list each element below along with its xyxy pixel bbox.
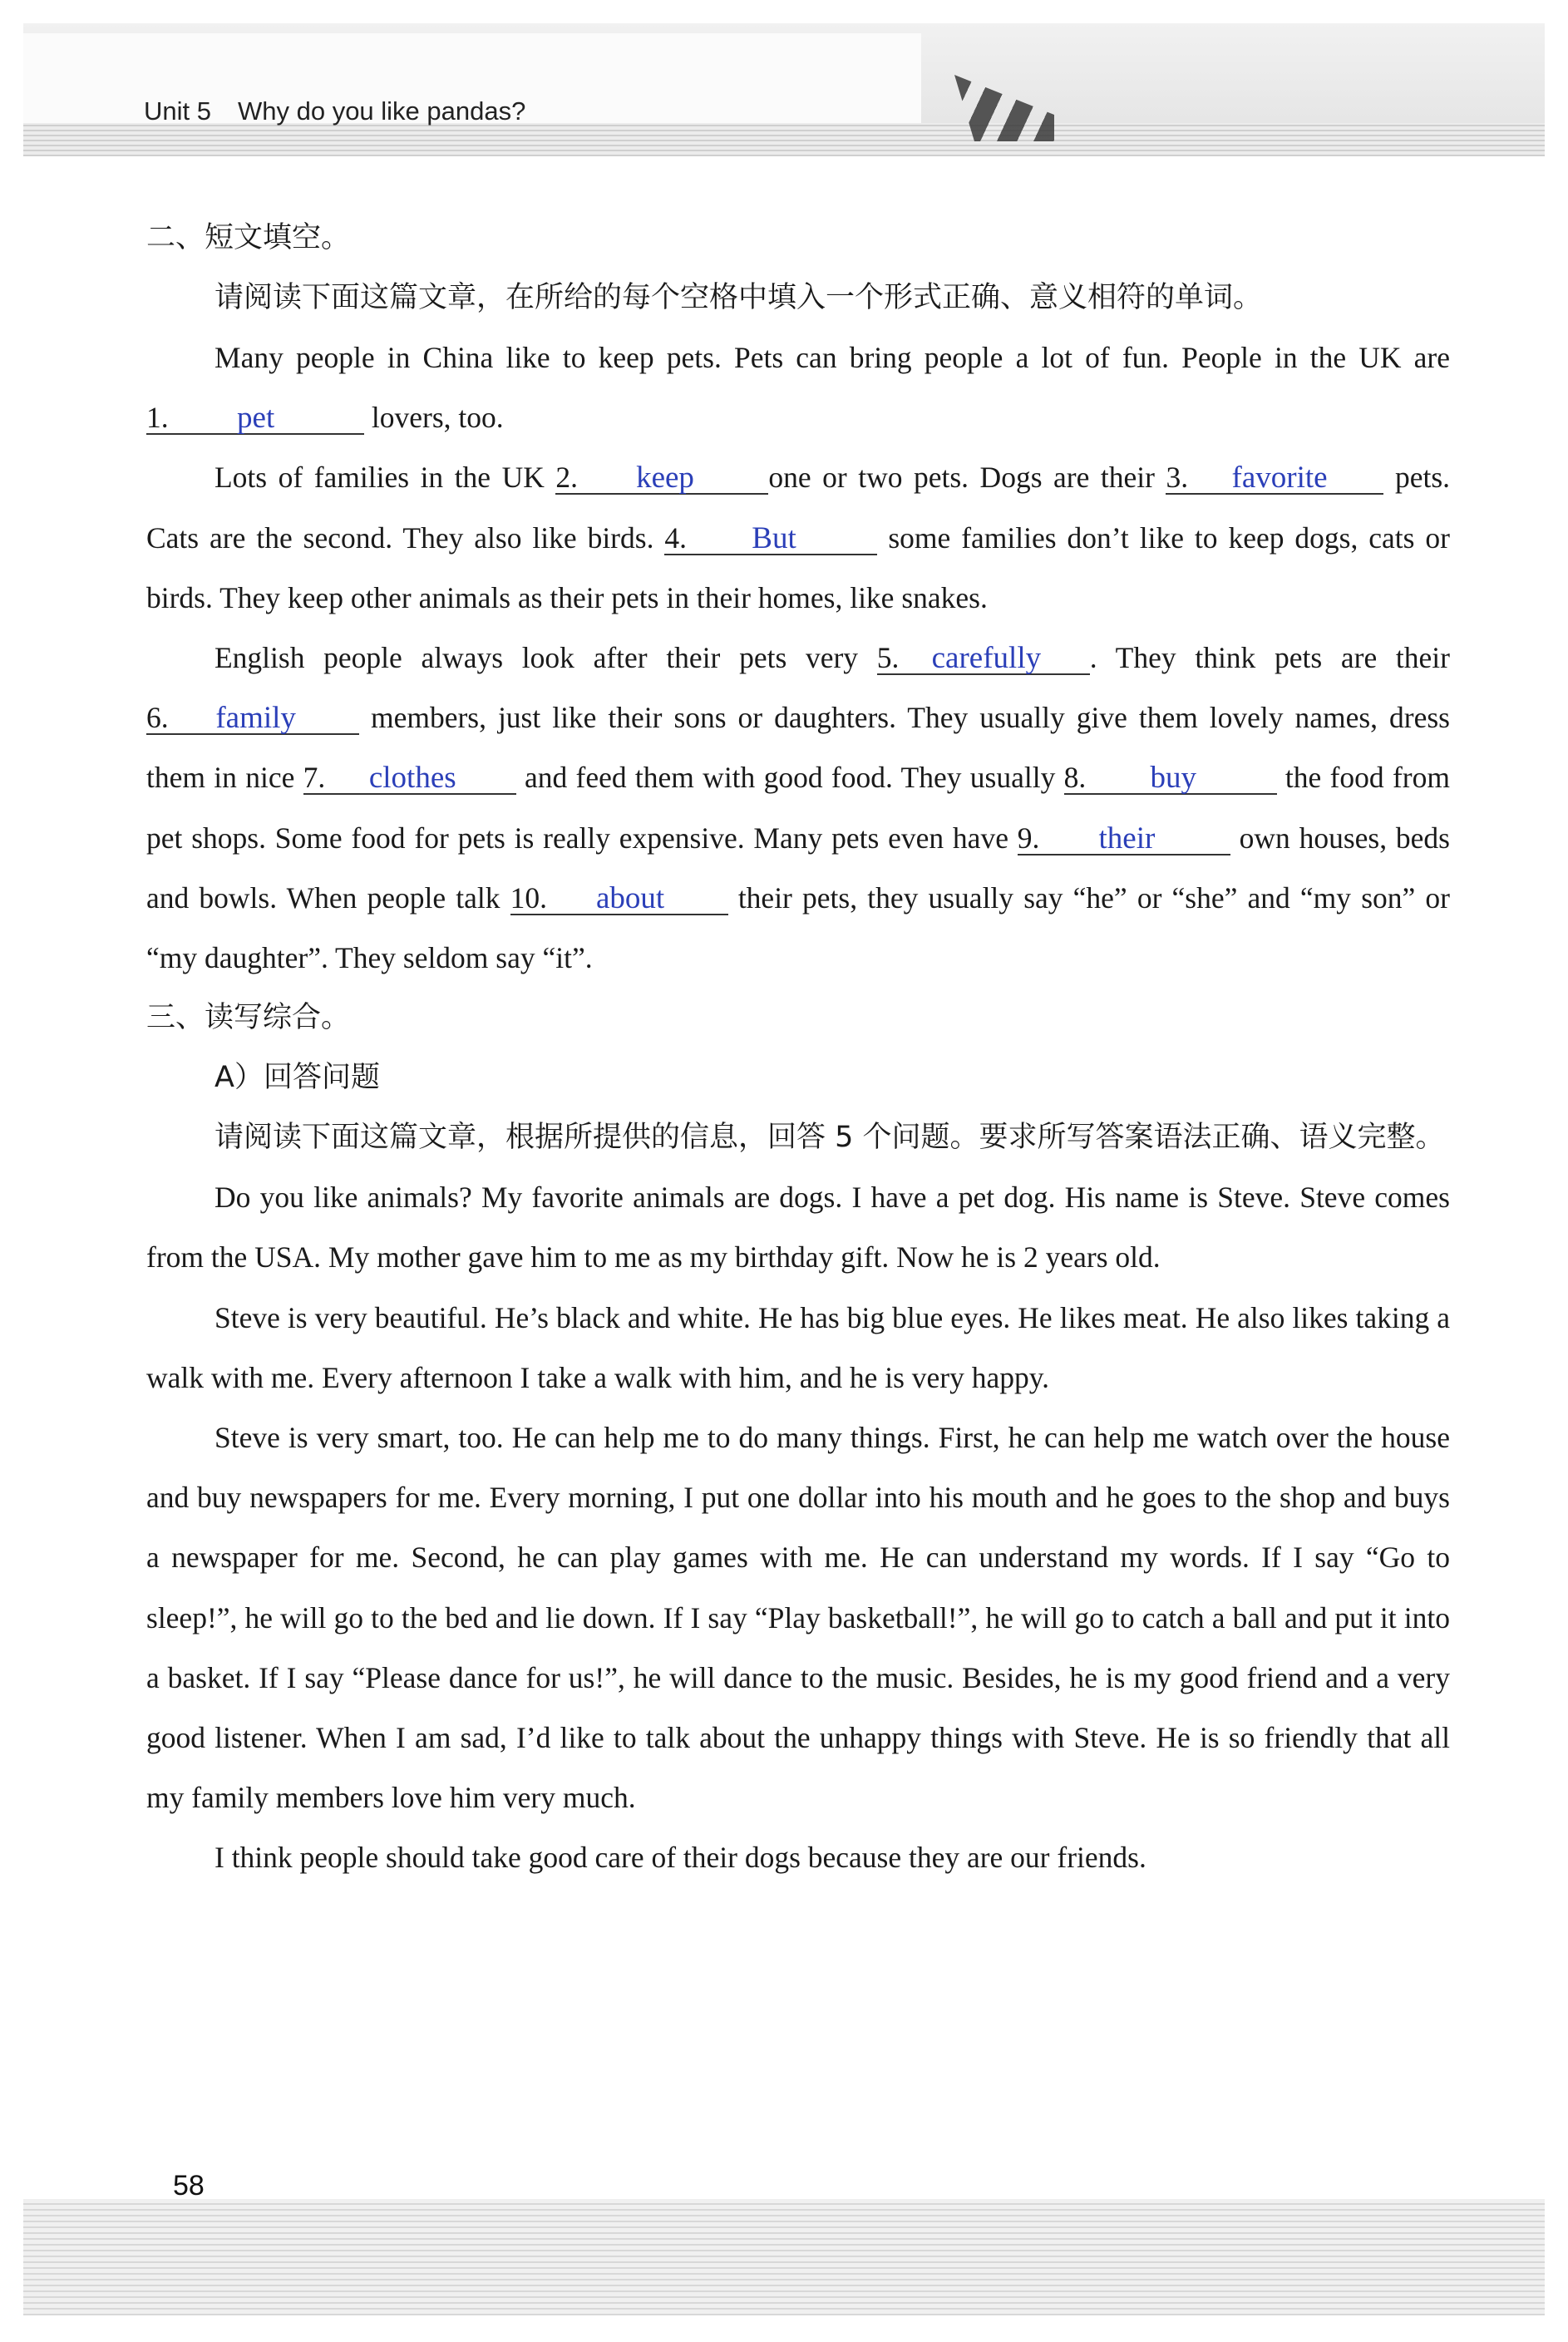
blank-3[interactable] [1166, 462, 1383, 495]
blank-answer: buy [1150, 761, 1196, 796]
blank-number: 3. [1166, 461, 1189, 495]
text-run: and feed them with good food. They usually [515, 761, 1064, 795]
text-run: one or two pets. Dogs are their [768, 461, 1166, 495]
text-run: lovers, too. [364, 401, 504, 435]
blank-4[interactable] [664, 520, 877, 555]
blank-9[interactable] [1018, 823, 1230, 855]
blank-number: 2. [555, 461, 578, 495]
header-stripes [23, 123, 1545, 156]
text-run: their pets, they usually say “he” or “she” and “my son” or “my daughter”. They seldom say “it”. [146, 880, 1450, 975]
blank-answer: about [595, 880, 665, 915]
page-number: 58 [173, 2170, 205, 2201]
blank-6[interactable] [146, 703, 359, 735]
text-run: Lots of families in the UK [214, 461, 556, 495]
blank-number: 7. [303, 761, 326, 795]
blank-answer: clothes [368, 761, 456, 796]
blank-number: 5. [876, 641, 900, 675]
cloze-paragraph-3 [146, 628, 1450, 988]
text-run: pets. Cats are the second. They also like birds. [146, 461, 1451, 555]
blank-number: 4. [664, 520, 688, 555]
blank-answer: keep [636, 461, 694, 496]
text-run: . They think pets are their [1089, 641, 1450, 675]
blank-number: 10. [510, 880, 548, 915]
reading-paragraph-1: Do you like animals? My favorite animals are dogs. I have a pet dog. His name is Steve. Steve comes from the USA. My mother gave him to me as my birthday gift. Now he is 2 years old. [146, 1181, 1450, 1275]
reading-paragraph-2: Steve is very beautiful. He’s black and white. He has big blue eyes. He likes meat. He also likes taking a walk with me. Every afternoon I take a walk with him, and he is very happy. [146, 1300, 1450, 1394]
page-footer-stripes [23, 2199, 1545, 2315]
cloze-paragraph-2 [146, 447, 1450, 628]
text-run: some families don’t like to keep dogs, cats or birds. They keep other animals as their pets in their homes, like snakes. [146, 520, 1450, 614]
blank-8[interactable] [1064, 762, 1277, 795]
page-content [146, 208, 1450, 1888]
blank-answer: But [752, 520, 796, 555]
reading-paragraph-4: I think people should take good care of their dogs because they are our friends. [214, 1841, 1146, 1875]
unit-label: Unit 5 [144, 96, 211, 126]
section3-subheading: A）回答问题 [214, 1061, 380, 1095]
blank-number: 6. [146, 701, 169, 735]
text-run: Many people in China like to keep pets. Pets can bring people a lot of fun. People in the UK are [214, 341, 1450, 374]
section3-instruction: 请阅读下面这篇文章，根据所提供的信息，回答 5 个问题。要求所写答案语法正确、语义完整。 [214, 1121, 1445, 1155]
blank-answer: their [1098, 821, 1156, 855]
blank-answer: favorite [1231, 461, 1328, 496]
text-run: English people always look after their pets very [214, 641, 877, 675]
text-run: the food from pet shops. Some food for pets is really expensive. Many pets even have [146, 761, 1450, 855]
header-title [144, 96, 525, 126]
unit-title: Why do you like pandas? [237, 96, 526, 126]
text-run: members, just like their sons or daughters. They usually give them lovely names, dress them in nice [146, 701, 1450, 795]
text-run: own houses, beds and bowls. When people talk [146, 821, 1450, 915]
blank-1[interactable] [146, 402, 364, 435]
blank-answer: family [215, 701, 296, 736]
blank-10[interactable] [510, 880, 728, 915]
section2-heading: 二、短文填空。 [146, 221, 351, 254]
cloze-paragraph-1 [146, 328, 1450, 447]
blank-number: 8. [1063, 761, 1087, 795]
section3-heading: 三、读写综合。 [146, 1001, 351, 1035]
blank-number: 9. [1017, 821, 1040, 855]
blank-7[interactable] [303, 762, 516, 795]
blank-answer: carefully [931, 641, 1042, 676]
section2-instruction: 请阅读下面这篇文章，在所给的每个空格中填入一个形式正确、意义相符的单词。 [214, 281, 1263, 314]
page-header [23, 23, 1545, 156]
blank-answer: pet [237, 401, 275, 436]
blank-number: 1. [146, 401, 169, 435]
blank-2[interactable] [555, 462, 768, 495]
reading-paragraph-3: Steve is very smart, too. He can help me to do many things. First, he can help me watch over the house and buy newspapers for me. Every morning, I put one dollar into his mouth and he goes to the shop and buys a newspaper for me. Second, he can play games with me. He can understand my words. If I say “Go to sleep!”, he will go to the bed and lie down. If I say “Play basketball!”, he will go to catch a ball and put it into a basket. If I say “Please dance for us!”, he will dance to the music. Besides, he is my good friend and a very good listener. When I am sad, I’d like to talk about the unhappy things with Steve. He is so friendly that all my family members love him very much. [146, 1421, 1450, 1815]
blank-5[interactable] [877, 643, 1090, 675]
